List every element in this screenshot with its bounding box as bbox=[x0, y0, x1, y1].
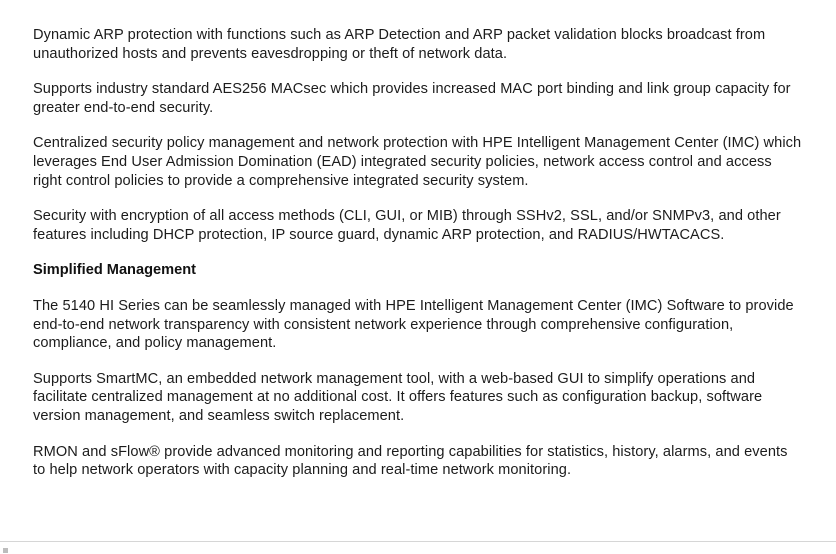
paragraph-imc-software: The 5140 HI Series can be seamlessly managed with HPE Intelligent Management Center (IMC) Software to provide end-to-end network transparency with consistent network experience through comprehensive configuration, compliance, and policy management. bbox=[33, 297, 794, 352]
paragraph-encryption-access-methods: Security with encryption of all access methods (CLI, GUI, or MIB) through SSHv2, SSL, and/or SNMPv3, and other features including DHCP protection, IP source guard, dynamic ARP protection, and RADIUS/HWTACACS. bbox=[33, 208, 781, 243]
paragraph-macsec: Supports industry standard AES256 MACsec which provides increased MAC port binding and link group capacity for greater end-to-end security. bbox=[33, 81, 791, 116]
paragraph-arp-protection: Dynamic ARP protection with functions such as ARP Detection and ARP packet validation blocks broadcast from unauthorized hosts and prevents eavesdropping or theft of network data. bbox=[33, 27, 766, 62]
paragraph-smartmc: Supports SmartMC, an embedded network management tool, with a web-based GUI to simplify operations and facilitate centralized management at no additional cost. It offers features such as configuration backup, software version management, and seamless switch replacement. bbox=[33, 370, 763, 424]
section-heading-simplified-management: Simplified Management bbox=[33, 262, 196, 279]
page-corner-mark bbox=[3, 548, 8, 553]
paragraph-rmon-sflow: RMON and sFlow® provide advanced monitoring and reporting capabilities for statistics, history, alarms, and events to help network operators with capacity planning and real-time network monitoring. bbox=[33, 443, 788, 479]
paragraph-centralized-security-policy: Centralized security policy management and network protection with HPE Intelligent Management Center (IMC) which leverages End User Admission Domination (EAD) integrated security policies, network access control and access right control policies to provide a comprehensive integrated security system. bbox=[33, 135, 802, 189]
page-footer-divider bbox=[0, 541, 836, 542]
